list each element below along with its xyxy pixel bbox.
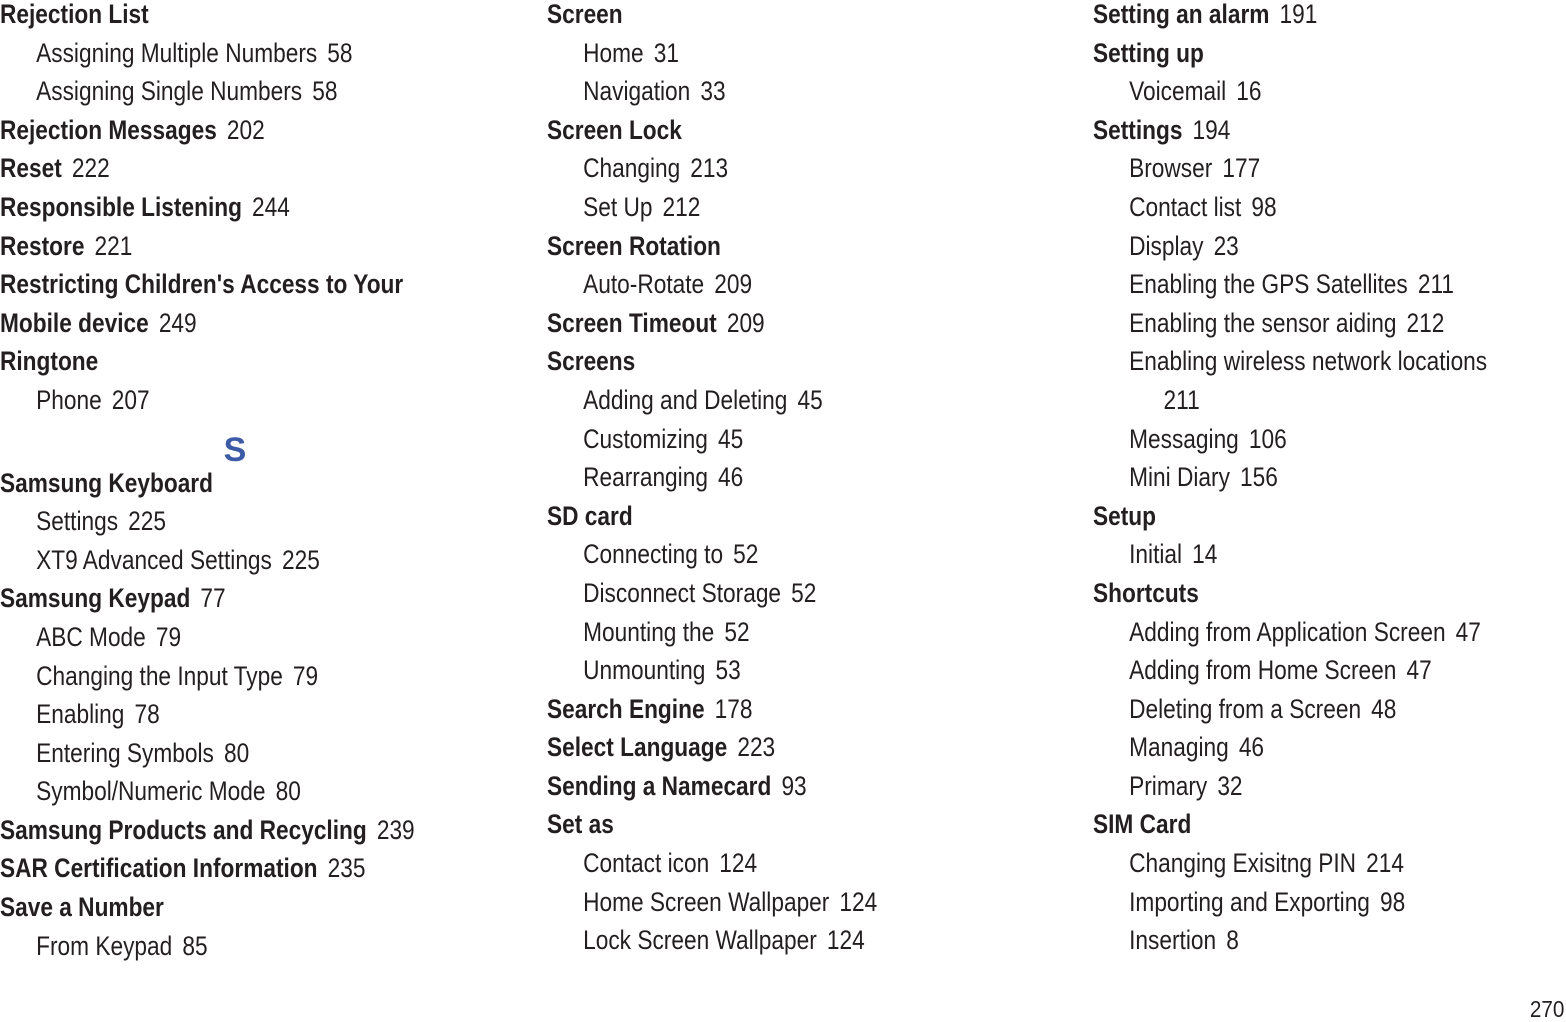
index-subentry <box>1093 77 1488 116</box>
entry-term: Settings <box>36 506 119 537</box>
index-continuation <box>1093 386 1488 425</box>
index-column-2 <box>547 0 1067 965</box>
entry-term: XT9 Advanced Settings <box>36 544 272 575</box>
index-subentry <box>0 623 437 662</box>
entry-page-number: 46 <box>718 462 744 493</box>
index-entry <box>547 772 984 811</box>
index-subentry <box>1093 618 1488 657</box>
entry-term: Managing <box>1129 732 1229 763</box>
entry-term: Adding and Deleting <box>583 384 788 415</box>
entry-page-number: 212 <box>662 191 701 222</box>
entry-term: Navigation <box>583 76 691 107</box>
entry-term: SD card <box>547 500 633 531</box>
index-entry <box>1093 0 1488 39</box>
entry-page-number: 194 <box>1192 114 1231 145</box>
index-subentry <box>1093 463 1488 502</box>
index-entry <box>0 193 437 232</box>
index-entry <box>0 347 437 386</box>
index-subentry <box>547 193 984 232</box>
entry-term: Importing and Exporting <box>1129 886 1370 917</box>
entry-page-number: 178 <box>714 693 753 724</box>
index-subentry <box>0 546 437 585</box>
index-subentry <box>1093 733 1488 772</box>
entry-page-number: 93 <box>781 770 807 801</box>
index-subentry <box>1093 425 1488 464</box>
entry-term: Screen <box>547 0 623 29</box>
entry-term: Screen Rotation <box>547 230 721 261</box>
index-entry <box>547 232 984 271</box>
entry-page-number: 209 <box>714 269 753 300</box>
entry-page-number: 214 <box>1366 848 1404 879</box>
entry-term: Connecting to <box>583 539 724 570</box>
entry-term: Rearranging <box>583 462 708 493</box>
index-subentry <box>1093 232 1488 271</box>
index-subentry <box>0 662 437 701</box>
entry-page-number: 106 <box>1248 423 1287 454</box>
entry-page-number: 98 <box>1380 886 1406 917</box>
entry-page-number: 209 <box>726 307 765 338</box>
entry-page-number: 124 <box>839 886 878 917</box>
entry-term: Samsung Keyboard <box>0 467 213 498</box>
entry-page-number: 213 <box>690 153 729 184</box>
index-entry <box>0 469 437 508</box>
entry-term: Setting an alarm <box>1093 0 1270 29</box>
entry-page-number: 77 <box>200 583 226 614</box>
entry-term: Insertion <box>1129 925 1217 956</box>
index-subentry <box>0 739 437 778</box>
entry-term: Mounting the <box>583 616 715 647</box>
index-subentry <box>1093 888 1488 927</box>
entry-term: Contact list <box>1129 191 1242 222</box>
index-subentry <box>547 888 984 927</box>
index-subentry <box>547 618 984 657</box>
entry-page-number: 47 <box>1406 655 1432 686</box>
entry-page-number: 52 <box>733 539 759 570</box>
entry-term: Reset <box>0 153 62 184</box>
index-subentry <box>547 425 984 464</box>
entry-term: Rejection Messages <box>0 114 217 145</box>
entry-term: Display <box>1129 230 1204 261</box>
entry-term: Mobile device <box>0 307 149 338</box>
index-entry <box>547 0 984 39</box>
entry-term: Screen Lock <box>547 114 682 145</box>
entry-page-number: 80 <box>223 737 250 768</box>
entry-term: Voicemail <box>1129 76 1227 107</box>
entry-page-number: 235 <box>327 853 366 884</box>
entry-term: Shortcuts <box>1093 577 1199 608</box>
entry-page-number: 225 <box>281 544 320 575</box>
index-entry <box>547 695 984 734</box>
entry-page-number: 78 <box>134 699 160 730</box>
entry-page-number: 211 <box>1163 384 1200 415</box>
entry-term: Ringtone <box>0 346 99 377</box>
entry-term: Setup <box>1093 500 1157 531</box>
entry-page-number: 249 <box>158 307 197 338</box>
page-number: 270 <box>1529 996 1564 1022</box>
index-subentry <box>1093 926 1488 965</box>
entry-term: Responsible Listening <box>0 191 242 222</box>
entry-page-number: 33 <box>700 76 726 107</box>
entry-page-number: 223 <box>737 732 776 763</box>
entry-term: ABC Mode <box>36 621 146 652</box>
entry-term: Home <box>583 37 644 68</box>
index-entry <box>0 816 437 855</box>
entry-term: Save a Number <box>0 892 164 923</box>
index-subentry <box>1093 270 1488 309</box>
index-subentry <box>547 849 984 888</box>
entry-term: Select Language <box>547 732 728 763</box>
entry-page-number: 14 <box>1192 539 1218 570</box>
entry-page-number: 212 <box>1406 307 1445 338</box>
entry-term: Assigning Single Numbers <box>36 76 303 107</box>
entry-term: Browser <box>1129 153 1213 184</box>
entry-term: Phone <box>36 384 102 415</box>
entry-page-number: 53 <box>715 655 741 686</box>
index-entry <box>547 810 984 849</box>
index-subentry <box>547 386 984 425</box>
index-subentry <box>547 579 984 618</box>
entry-term: Customizing <box>583 423 708 454</box>
index-entry <box>0 893 437 932</box>
index-subentry <box>1093 347 1488 386</box>
index-subentry <box>1093 772 1488 811</box>
index-entry <box>0 309 437 348</box>
entry-term: Auto-Rotate <box>583 269 705 300</box>
entry-term: Changing <box>583 153 681 184</box>
entry-term: Deleting from a Screen <box>1129 693 1362 724</box>
index-entry <box>1093 39 1488 78</box>
entry-term: Lock Screen Wallpaper <box>583 925 817 956</box>
entry-page-number: 8 <box>1226 925 1239 956</box>
index-subentry <box>547 926 984 965</box>
entry-term: Contact icon <box>583 848 710 879</box>
entry-term: From Keypad <box>36 930 173 961</box>
entry-page-number: 98 <box>1251 191 1277 222</box>
index-subentry <box>547 154 984 193</box>
entry-page-number: 85 <box>182 930 208 961</box>
index-entry <box>1093 116 1488 155</box>
index-entry <box>0 154 437 193</box>
entry-page-number: 23 <box>1213 230 1239 261</box>
entry-term: Mini Diary <box>1129 462 1230 493</box>
index-column-3 <box>1093 0 1563 965</box>
index-entry <box>547 502 984 541</box>
index-entry <box>547 116 984 155</box>
entry-page-number: 46 <box>1238 732 1265 763</box>
entry-term: Set as <box>547 809 614 840</box>
entry-page-number: 16 <box>1236 76 1262 107</box>
index-subentry <box>547 270 984 309</box>
entry-term: Primary <box>1129 770 1208 801</box>
entry-page-number: 80 <box>275 776 301 807</box>
entry-term: Settings <box>1093 114 1183 145</box>
entry-term: Samsung Products and Recycling <box>0 814 367 845</box>
index-entry <box>0 0 437 39</box>
index-subentry <box>0 777 437 816</box>
entry-term: Enabling wireless network locations <box>1129 346 1488 377</box>
entry-page-number: 58 <box>312 76 338 107</box>
entry-page-number: 222 <box>71 153 110 184</box>
index-entry <box>0 116 437 155</box>
entry-term: Restricting Children's Access to Your <box>0 269 404 300</box>
entry-page-number: 32 <box>1217 770 1243 801</box>
index-entry <box>1093 502 1488 541</box>
index-entry <box>0 270 437 309</box>
index-subentry <box>0 39 437 78</box>
index-entry <box>0 854 437 893</box>
entry-page-number: 45 <box>717 423 744 454</box>
entry-term: Changing the Input Type <box>36 660 283 691</box>
entry-page-number: 124 <box>719 848 758 879</box>
index-subentry <box>1093 309 1488 348</box>
index-subentry <box>1093 154 1488 193</box>
entry-page-number: 202 <box>226 114 265 145</box>
index-entry <box>0 232 437 271</box>
entry-page-number: 79 <box>155 621 182 652</box>
entry-term: Setting up <box>1093 37 1204 68</box>
index-subentry <box>1093 656 1488 695</box>
index-entry <box>547 347 984 386</box>
index-entry <box>0 584 437 623</box>
entry-term: SIM Card <box>1093 809 1192 840</box>
index-subentry <box>1093 193 1488 232</box>
entry-term: Screen Timeout <box>547 307 717 338</box>
entry-page-number: 47 <box>1455 616 1481 647</box>
entry-page-number: 211 <box>1417 269 1454 300</box>
index-subentry <box>0 932 437 971</box>
entry-page-number: 239 <box>376 814 415 845</box>
entry-page-number: 244 <box>252 191 290 222</box>
entry-page-number: 124 <box>826 925 865 956</box>
entry-page-number: 177 <box>1222 153 1261 184</box>
index-subentry <box>547 39 984 78</box>
entry-page-number: 31 <box>653 37 679 68</box>
entry-page-number: 225 <box>128 506 167 537</box>
index-subentry <box>0 386 437 425</box>
entry-term: Initial <box>1129 539 1183 570</box>
entry-term: Unmounting <box>583 655 706 686</box>
entry-term: SAR Certification Information <box>0 853 318 884</box>
entry-page-number: 48 <box>1371 693 1397 724</box>
index-subentry <box>547 656 984 695</box>
entry-term: Symbol/Numeric Mode <box>36 776 266 807</box>
entry-page-number: 58 <box>327 37 353 68</box>
entry-term: Screens <box>547 346 636 377</box>
index-entry <box>547 309 984 348</box>
index-subentry <box>547 540 984 579</box>
entry-term: Enabling the GPS Satellites <box>1129 269 1408 300</box>
entry-page-number: 79 <box>292 660 319 691</box>
entry-term: Entering Symbols <box>36 737 214 768</box>
entry-term: Enabling the sensor aiding <box>1129 307 1397 338</box>
entry-term: Home Screen Wallpaper <box>583 886 830 917</box>
index-entry <box>1093 579 1488 618</box>
index-subentry <box>1093 695 1488 734</box>
index-entry <box>547 733 984 772</box>
entry-term: Sending a Namecard <box>547 770 772 801</box>
index-subentry <box>547 463 984 502</box>
index-subentry <box>1093 540 1488 579</box>
entry-term: Changing Exisitng PIN <box>1129 848 1357 879</box>
entry-page-number: 52 <box>791 577 817 608</box>
index-subentry <box>0 77 437 116</box>
entry-term: Restore <box>0 230 85 261</box>
index-subentry <box>0 507 437 546</box>
entry-term: Enabling <box>36 699 125 730</box>
entry-page-number: 156 <box>1240 462 1278 493</box>
entry-page-number: 191 <box>1279 0 1318 29</box>
index-column-1 <box>0 0 520 970</box>
section-letter-heading: S <box>223 430 247 469</box>
entry-page-number: 207 <box>111 384 150 415</box>
index-entry <box>1093 810 1488 849</box>
index-subentry <box>0 700 437 739</box>
entry-term: Set Up <box>583 191 653 222</box>
entry-page-number: 221 <box>94 230 133 261</box>
entry-term: Disconnect Storage <box>583 577 782 608</box>
entry-term: Adding from Home Screen <box>1129 655 1397 686</box>
index-subentry <box>1093 849 1488 888</box>
index-subentry <box>547 77 984 116</box>
entry-term: Search Engine <box>547 693 705 724</box>
entry-term: Rejection List <box>0 0 149 29</box>
entry-term: Adding from Application Screen <box>1129 616 1446 647</box>
entry-page-number: 45 <box>797 384 823 415</box>
entry-term: Assigning Multiple Numbers <box>36 37 318 68</box>
entry-term: Messaging <box>1129 423 1239 454</box>
entry-term: Samsung Keypad <box>0 583 191 614</box>
entry-page-number: 52 <box>724 616 750 647</box>
